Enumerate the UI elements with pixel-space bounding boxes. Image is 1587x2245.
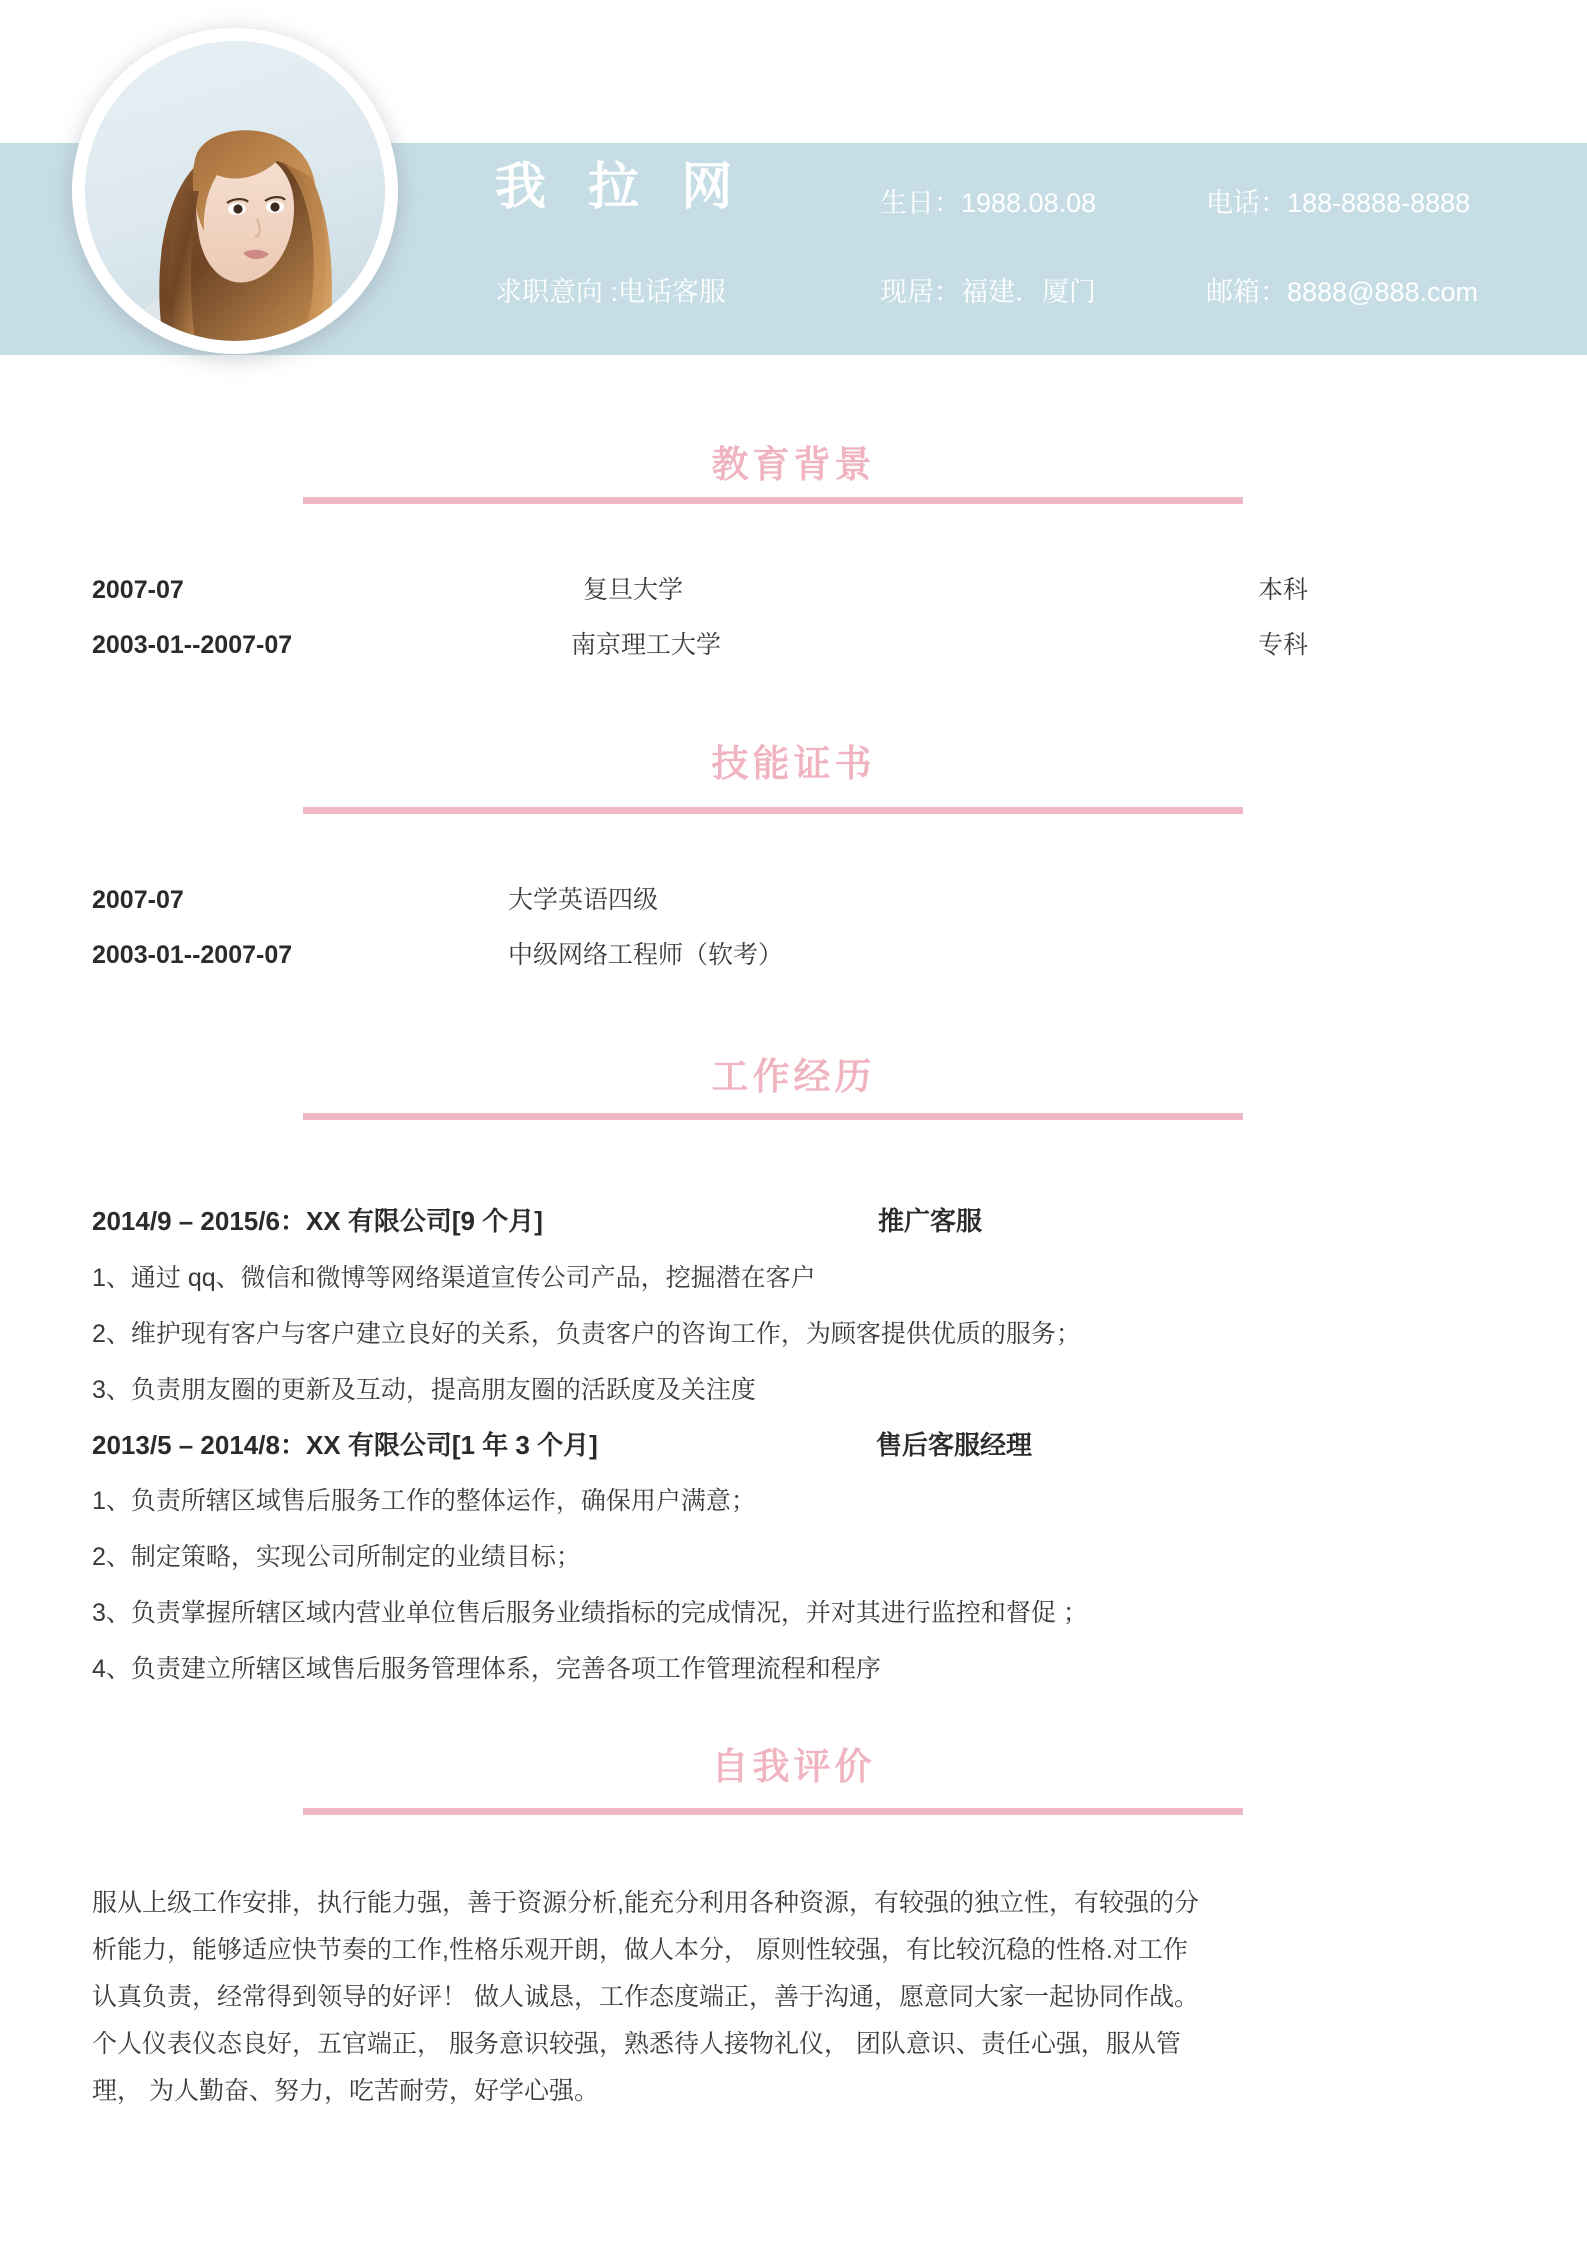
section-title-work: 工作经历 [711,1056,876,1097]
section-rule-certificates [303,807,1243,814]
job-bullet: 3、负责朋友圈的更新及互动，提高朋友圈的活跃度及关注度 [92,1376,756,1404]
education-degree: 本科 [1258,576,1309,604]
job-bullet: 1、负责所辖区域售后服务工作的整体运作，确保用户满意； [92,1487,756,1515]
self-evaluation-line: 个人仪表仪态良好，五官端正， 服务意识较强，熟悉待人接物礼仪， 团队意识、责任心强，服从管 [92,2030,1181,2058]
education-row-1 [0,578,1587,618]
education-row-2 [0,633,1587,673]
section-rule-work [303,1113,1243,1120]
birthday-text: 生日：1988.08.08 [880,188,1097,218]
certificate-date: 2003-01--2007-07 [92,941,293,969]
education-school: 南京理工大学 [571,631,722,659]
section-header-certificates [0,745,1587,782]
avatar-image [85,41,385,341]
education-school: 复旦大学 [583,576,684,604]
certificate-row-1 [0,888,1587,928]
self-evaluation-line: 认真负责，经常得到领导的好评！ 做人诚恳，工作态度端正，善于沟通，愿意同大家一起协同作战。 [92,1983,1199,2011]
job-bullet: 2、制定策略，实现公司所制定的业绩目标； [92,1543,581,1571]
section-header-work [0,1058,1587,1095]
brand-title: 我 拉 网 [495,158,747,215]
job-bullet: 4、负责建立所辖区域售后服务管理体系，完善各项工作管理流程和程序 [92,1655,881,1683]
phone-text: 电话：188-8888-8888 [1206,188,1471,218]
section-title-self-evaluation: 自我评价 [711,1746,876,1787]
certificate-name: 中级网络工程师（软考） [508,941,784,969]
education-date: 2003-01--2007-07 [92,631,293,659]
section-title-education: 教育背景 [711,444,876,485]
header-content [440,143,1560,355]
job-bullet: 3、负责掌握所辖区域内营业单位售后服务业绩指标的完成情况，并对其进行监控和督促 ； [92,1599,1088,1627]
email-text: 邮箱：8888@888.com [1206,277,1479,307]
job-role: 推广客服 [878,1206,983,1236]
job-period: 2014/9 – 2015/6：XX 有限公司[9 个月] [92,1206,543,1236]
self-evaluation-line: 服从上级工作安排，执行能力强，善于资源分析,能充分利用各种资源，有较强的独立性，有较强的分 [92,1889,1199,1917]
job-period: 2013/5 – 2014/8：XX 有限公司[1 年 3 个月] [92,1430,598,1460]
certificate-name: 大学英语四级 [508,886,659,914]
section-rule-self-evaluation [303,1808,1243,1815]
section-rule-education [303,497,1243,504]
self-evaluation-body [92,1880,1512,2115]
education-date: 2007-07 [92,576,184,604]
certificate-row-2 [0,943,1587,983]
section-title-certificates: 技能证书 [711,743,876,784]
job-role: 售后客服经理 [876,1430,1033,1460]
section-header-education [0,446,1587,483]
job-bullet: 1、通过 qq、微信和微博等网络渠道宣传公司产品，挖掘潜在客户 [92,1264,816,1292]
self-evaluation-line: 理， 为人勤奋、努力，吃苦耐劳，好学心强。 [92,2077,599,2105]
self-evaluation-line: 析能力，能够适应快节奏的工作,性格乐观开朗，做人本分， 原则性较强，有比较沉稳的性格.对工作 [92,1936,1188,1964]
city-text: 现居：福建．厦门 [880,277,1096,307]
avatar [78,34,392,348]
portrait-photo-icon [85,41,385,341]
section-header-self-evaluation [0,1748,1587,1785]
job-bullet: 2、维护现有客户与客户建立良好的关系，负责客户的咨询工作，为顾客提供优质的服务； [92,1320,1081,1348]
certificate-date: 2007-07 [92,886,184,914]
education-degree: 专科 [1258,631,1309,659]
job-target-text: 求职意向 :电话客服 [495,277,727,307]
